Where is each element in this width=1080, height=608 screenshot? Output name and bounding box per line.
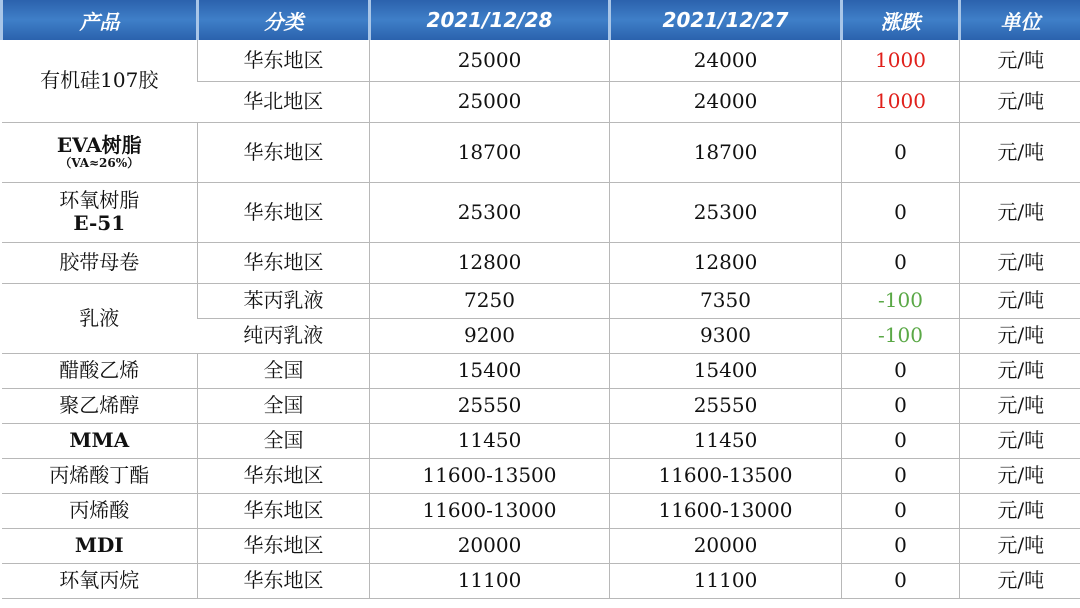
table-row xyxy=(2,283,1080,318)
price-yesterday: 15400 xyxy=(610,353,842,388)
change-cell: 1000 xyxy=(842,40,960,81)
unit-cell: 元/吨 xyxy=(960,423,1080,458)
change-cell: 0 xyxy=(842,122,960,182)
price-yesterday: 11600-13000 xyxy=(610,493,842,528)
unit-cell: 元/吨 xyxy=(960,318,1080,353)
price-today: 15400 xyxy=(370,353,610,388)
category-cell: 华东地区 xyxy=(198,122,370,182)
category-cell: 华东地区 xyxy=(198,242,370,283)
product-name-sub: （VA≈26%） xyxy=(59,155,140,170)
product-name: 丙烯酸丁酯 xyxy=(2,458,198,493)
price-yesterday: 11600-13500 xyxy=(610,458,842,493)
price-today: 11600-13500 xyxy=(370,458,610,493)
product-name-main: EVA树脂 xyxy=(56,132,142,157)
unit-cell: 元/吨 xyxy=(960,122,1080,182)
product-name: MMA xyxy=(2,423,198,458)
table-row xyxy=(2,182,1080,242)
table-row xyxy=(2,493,1080,528)
price-today: 11600-13000 xyxy=(370,493,610,528)
price-yesterday: 18700 xyxy=(610,122,842,182)
price-yesterday: 24000 xyxy=(610,81,842,122)
table-row xyxy=(2,388,1080,423)
price-today: 12800 xyxy=(370,242,610,283)
product-name: 丙烯酸 xyxy=(2,493,198,528)
change-cell: 0 xyxy=(842,458,960,493)
change-cell: 0 xyxy=(842,563,960,598)
product-name-grade: E-51 xyxy=(73,211,126,235)
product-name: MDI xyxy=(2,528,198,563)
header-change: 涨跌 xyxy=(842,0,960,40)
change-cell: 0 xyxy=(842,528,960,563)
product-name: 聚乙烯醇 xyxy=(2,388,198,423)
price-today: 25000 xyxy=(370,40,610,81)
price-yesterday: 20000 xyxy=(610,528,842,563)
category-cell: 全国 xyxy=(198,353,370,388)
price-yesterday: 24000 xyxy=(610,40,842,81)
header-unit: 单位 xyxy=(960,0,1080,40)
category-cell: 苯丙乳液 xyxy=(198,283,370,318)
header-product: 产品 xyxy=(2,0,198,40)
unit-cell: 元/吨 xyxy=(960,353,1080,388)
table-row xyxy=(2,423,1080,458)
price-today: 25000 xyxy=(370,81,610,122)
change-cell: 1000 xyxy=(842,81,960,122)
price-today: 20000 xyxy=(370,528,610,563)
product-name: 有机硅107胶 xyxy=(2,40,198,122)
product-name xyxy=(2,122,198,182)
unit-cell: 元/吨 xyxy=(960,40,1080,81)
unit-cell: 元/吨 xyxy=(960,493,1080,528)
price-yesterday: 25550 xyxy=(610,388,842,423)
change-cell: -100 xyxy=(842,318,960,353)
unit-cell: 元/吨 xyxy=(960,81,1080,122)
unit-cell: 元/吨 xyxy=(960,563,1080,598)
table-row xyxy=(2,528,1080,563)
table-row xyxy=(2,353,1080,388)
unit-cell: 元/吨 xyxy=(960,283,1080,318)
category-cell: 华东地区 xyxy=(198,528,370,563)
header-row xyxy=(2,0,1080,40)
price-today: 18700 xyxy=(370,122,610,182)
product-name-main: 环氧树脂 xyxy=(59,188,140,212)
price-yesterday: 12800 xyxy=(610,242,842,283)
price-yesterday: 9300 xyxy=(610,318,842,353)
table-row xyxy=(2,122,1080,182)
category-cell: 全国 xyxy=(198,388,370,423)
header-date-1: 2021/12/28 xyxy=(370,0,610,40)
price-yesterday: 11450 xyxy=(610,423,842,458)
product-name xyxy=(2,182,198,242)
unit-cell: 元/吨 xyxy=(960,528,1080,563)
category-cell: 华东地区 xyxy=(198,563,370,598)
price-today: 11450 xyxy=(370,423,610,458)
category-cell: 全国 xyxy=(198,423,370,458)
price-today: 9200 xyxy=(370,318,610,353)
unit-cell: 元/吨 xyxy=(960,242,1080,283)
category-cell: 华北地区 xyxy=(198,81,370,122)
change-cell: 0 xyxy=(842,388,960,423)
unit-cell: 元/吨 xyxy=(960,388,1080,423)
table-row xyxy=(2,563,1080,598)
price-today: 25550 xyxy=(370,388,610,423)
category-cell: 纯丙乳液 xyxy=(198,318,370,353)
product-name: 胶带母卷 xyxy=(2,242,198,283)
price-today: 25300 xyxy=(370,182,610,242)
change-cell: 0 xyxy=(842,353,960,388)
category-cell: 华东地区 xyxy=(198,182,370,242)
header-date-2: 2021/12/27 xyxy=(610,0,842,40)
category-cell: 华东地区 xyxy=(198,458,370,493)
product-name: 环氧丙烷 xyxy=(2,563,198,598)
price-yesterday: 11100 xyxy=(610,563,842,598)
header-category: 分类 xyxy=(198,0,370,40)
table-row xyxy=(2,242,1080,283)
change-cell: 0 xyxy=(842,423,960,458)
price-today: 11100 xyxy=(370,563,610,598)
change-cell: -100 xyxy=(842,283,960,318)
price-today: 7250 xyxy=(370,283,610,318)
table-row xyxy=(2,40,1080,81)
change-cell: 0 xyxy=(842,242,960,283)
price-yesterday: 7350 xyxy=(610,283,842,318)
product-name: 乳液 xyxy=(2,283,198,353)
table-row xyxy=(2,458,1080,493)
category-cell: 华东地区 xyxy=(198,40,370,81)
product-name: 醋酸乙烯 xyxy=(2,353,198,388)
change-cell: 0 xyxy=(842,493,960,528)
category-cell: 华东地区 xyxy=(198,493,370,528)
price-yesterday: 25300 xyxy=(610,182,842,242)
change-cell: 0 xyxy=(842,182,960,242)
unit-cell: 元/吨 xyxy=(960,458,1080,493)
unit-cell: 元/吨 xyxy=(960,182,1080,242)
